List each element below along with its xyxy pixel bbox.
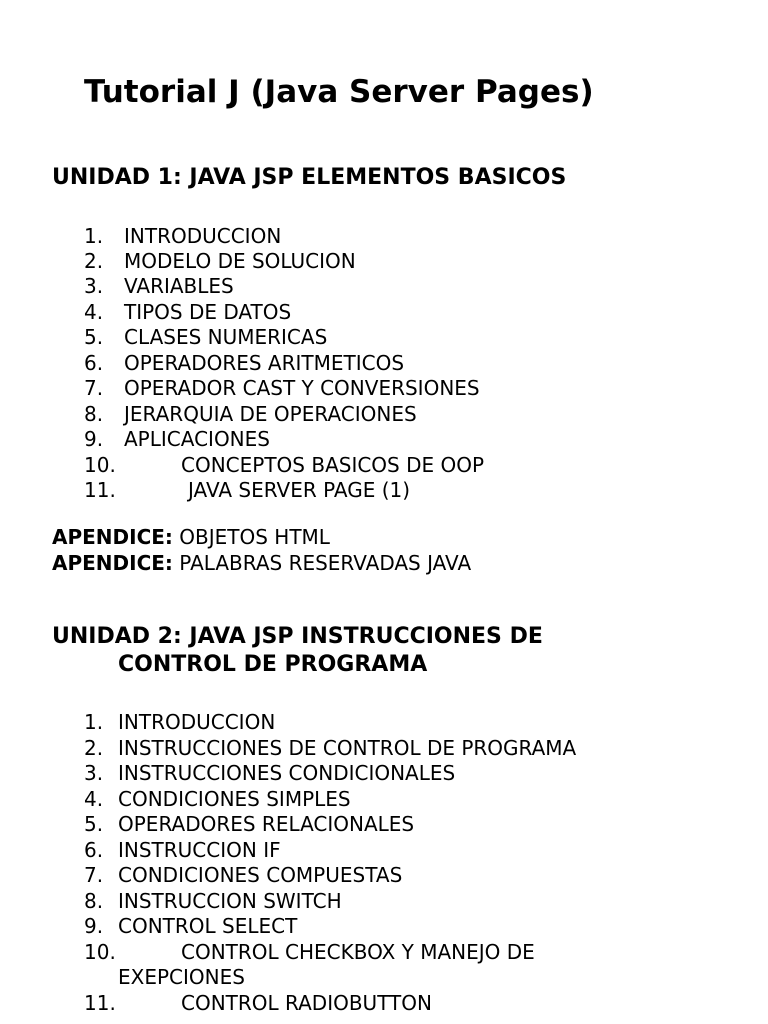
item-text: OPERADORES RELACIONALES <box>118 812 415 836</box>
item-text: CONDICIONES SIMPLES <box>118 787 351 811</box>
appendix-label: APENDICE: <box>52 525 173 549</box>
item-text: OPERADOR CAST Y CONVERSIONES <box>124 376 480 400</box>
item-number: 11. <box>84 478 116 502</box>
item-number: 3. <box>84 761 104 785</box>
unit2-heading <box>52 623 543 679</box>
item-number: 10. <box>84 453 116 477</box>
appendix-text: PALABRAS RESERVADAS JAVA <box>179 551 472 575</box>
item-number: 3. <box>84 274 104 298</box>
item-number: 9. <box>84 914 104 938</box>
appendix-text: OBJETOS HTML <box>179 525 330 549</box>
unit2-heading-line2: CONTROL DE PROGRAMA <box>118 652 428 677</box>
item-number: 9. <box>84 427 104 451</box>
item-text: CONTROL CHECKBOX Y MANEJO DE <box>181 940 535 964</box>
item-text: CONCEPTOS BASICOS DE OOP <box>181 453 485 477</box>
appendix-line <box>52 525 330 550</box>
item-text: INTRODUCCION <box>118 710 276 734</box>
item-text: CLASES NUMERICAS <box>124 325 328 349</box>
item-text: JAVA SERVER PAGE (1) <box>188 478 411 502</box>
item-number: 1. <box>84 710 104 734</box>
item-text: OPERADORES ARITMETICOS <box>124 351 405 375</box>
item-number: 4. <box>84 300 104 324</box>
item-text: MODELO DE SOLUCION <box>124 249 356 273</box>
item-text: JERARQUIA DE OPERACIONES <box>124 402 417 426</box>
item-text: INSTRUCCIONES DE CONTROL DE PROGRAMA <box>118 736 577 760</box>
item-text: CONTROL RADIOBUTTON <box>181 991 432 1015</box>
item-text: INSTRUCCION SWITCH <box>118 889 342 913</box>
item-number: 8. <box>84 889 104 913</box>
unit1-heading: UNIDAD 1: JAVA JSP ELEMENTOS BASICOS <box>52 165 567 190</box>
item-number: 2. <box>84 249 104 273</box>
item-number: 6. <box>84 838 104 862</box>
item-text: TIPOS DE DATOS <box>124 300 292 324</box>
item-number: 11. <box>84 991 116 1015</box>
item-text: CONDICIONES COMPUESTAS <box>118 863 403 887</box>
item-number: 8. <box>84 402 104 426</box>
item-text: INTRODUCCION <box>124 224 282 248</box>
unit2-heading-line1: UNIDAD 2: JAVA JSP INSTRUCCIONES DE <box>52 624 543 649</box>
appendix-line <box>52 551 471 576</box>
item-text: INSTRUCCIONES CONDICIONALES <box>118 761 456 785</box>
item-text: APLICACIONES <box>124 427 270 451</box>
item-number: 2. <box>84 736 104 760</box>
item-number: 10. <box>84 940 116 964</box>
item-number: 5. <box>84 325 104 349</box>
item-number: 4. <box>84 787 104 811</box>
item-number: 5. <box>84 812 104 836</box>
appendix-label: APENDICE: <box>52 551 173 575</box>
item-number: 7. <box>84 376 104 400</box>
item-number: 7. <box>84 863 104 887</box>
item-text: EXEPCIONES <box>118 965 245 989</box>
item-text: VARIABLES <box>124 274 234 298</box>
item-text: INSTRUCCION IF <box>118 838 281 862</box>
document-title: Tutorial J (Java Server Pages) <box>84 74 594 110</box>
item-number: 6. <box>84 351 104 375</box>
item-number: 1. <box>84 224 104 248</box>
item-text: CONTROL SELECT <box>118 914 298 938</box>
